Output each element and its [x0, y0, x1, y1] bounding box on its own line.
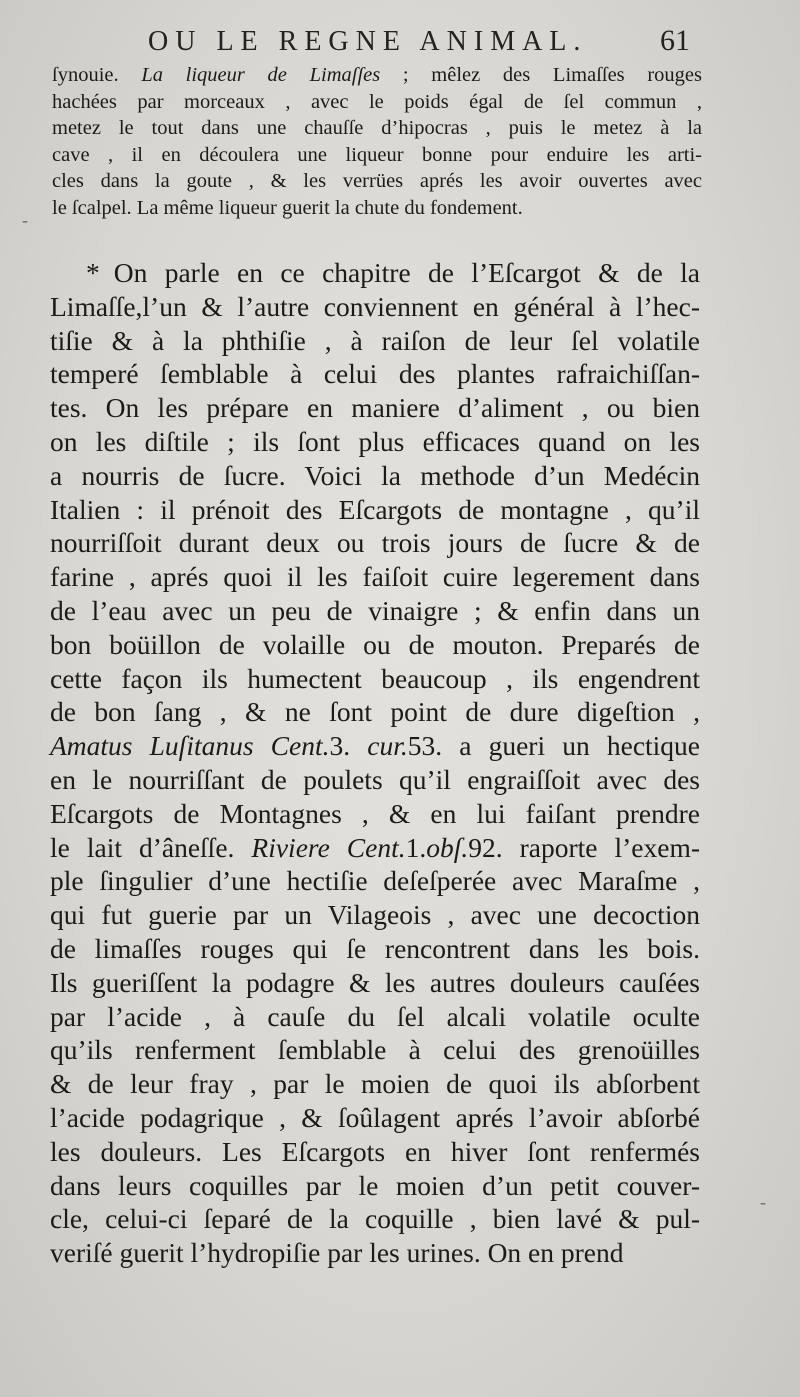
text-line: [50, 493, 700, 527]
text-line: [50, 831, 700, 865]
text-line: [52, 142, 702, 169]
text-run: de l’eau avec un peu de vinaigre ; & enfin dans un: [50, 594, 700, 626]
text-line: [50, 662, 700, 696]
text-line: [52, 62, 702, 89]
text-line: [50, 898, 700, 932]
text-line: [50, 425, 700, 459]
text-run: farine , aprés quoi il les faiſoit cuire legerement dans: [50, 561, 700, 593]
text-line: [52, 115, 702, 142]
text-line: [50, 966, 700, 1000]
italic-reference: La liqueur de Limaſſes: [141, 64, 381, 86]
margin-mark: -: [760, 1192, 766, 1212]
text-line: [50, 459, 700, 493]
text-run: le lait d’âneſſe.: [50, 831, 252, 863]
text-run: nourriſſoit durant deux ou trois jours de ſucre & de: [50, 527, 700, 559]
text-line: [50, 1101, 700, 1135]
text-run: qui fut guerie par un Vilageois , avec une decoction: [50, 899, 700, 931]
italic-reference: Amatus Luſitanus Cent.: [50, 730, 330, 762]
text-run: cle, celui-ci ſeparé de la coquille , bien lavé & pul-: [50, 1203, 700, 1235]
italic-reference: cur.: [367, 730, 408, 762]
text-run: ſynouie.: [52, 64, 142, 86]
text-run: 3.: [329, 730, 368, 762]
text-run: temperé ſemblable à celui des plantes rafraichiſſan-: [50, 358, 700, 390]
text-run: ; mêlez des Limaſſes rouges: [380, 64, 702, 86]
text-run: cette façon ils humectent beaucoup , ils engendrent: [50, 662, 700, 694]
top-paragraph: [52, 62, 702, 221]
page-header: [0, 22, 800, 62]
text-run: 92. raporte l’exem-: [468, 831, 700, 863]
asterisk-marker: *: [86, 257, 100, 288]
text-run: tes. On les prépare en maniere d’aliment , ou bien: [50, 392, 700, 424]
text-line: [50, 1236, 700, 1270]
text-line: [50, 324, 700, 358]
text-run: par l’acide , à cauſe du ſel alcali volatile oculte: [50, 1000, 700, 1032]
text-line: [50, 526, 700, 560]
text-run: on les diſtile ; ils ſont plus efficaces quand on les: [50, 425, 700, 457]
text-line: [50, 1135, 700, 1169]
text-run: hachées par morceaux , avec le poids égal de ſel commun ,: [52, 90, 702, 113]
text-run: tiſie & à la phthiſie , à raiſon de leur ſel volatile: [50, 324, 700, 356]
text-run: 1.: [405, 831, 427, 863]
text-run: cles dans la goute , & les verrües aprés les avoir ouvertes avec: [52, 170, 702, 192]
text-run: Italien : il prénoit des Eſcargots de montagne , qu’il: [50, 493, 700, 525]
margin-mark: -: [22, 210, 28, 230]
text-run: metez le tout dans une chauſſe d’hipocras , puis le metez à la: [52, 117, 702, 139]
text-line: [50, 391, 700, 425]
text-line: [50, 864, 700, 898]
text-line: [52, 89, 702, 116]
text-line: [50, 1033, 700, 1067]
text-line: [50, 729, 700, 763]
text-run: cave , il en découlera une liqueur bonne pour enduire les arti-: [52, 143, 702, 166]
main-paragraph: [50, 256, 700, 1270]
text-run: les douleurs. Les Eſcargots en hiver ſont renfermés: [50, 1135, 700, 1167]
text-line: [50, 695, 700, 729]
text-line: [50, 1000, 700, 1034]
text-line: [50, 797, 700, 831]
text-line: [50, 594, 700, 628]
page-number: 61: [660, 24, 690, 57]
text-line: [52, 195, 702, 222]
text-run: Ils gueriſſent la podagre & les autres douleurs cauſées: [50, 966, 700, 998]
text-run: Limaſſe,l’un & l’autre conviennent en général à l’hec-: [50, 290, 700, 322]
text-run: l’acide podagrique , & ſoûlagent aprés l’avoir abſorbé: [50, 1101, 700, 1133]
text-run: en le nourriſſant de poulets qu’il engraiſſoit avec des: [50, 763, 700, 795]
text-run: & de leur fray , par le moien de quoi ils abſorbent: [50, 1068, 700, 1100]
running-title: OU LE REGNE ANIMAL.: [148, 26, 588, 57]
text-run: de limaſſes rouges qui ſe rencontrent dans les bois.: [50, 932, 700, 964]
text-run: veriſé guerit l’hydropiſie par les urines. On en prend: [50, 1237, 624, 1269]
text-line: [50, 256, 700, 290]
text-run: de bon ſang , & ne ſont point de dure digeſtion ,: [50, 696, 700, 728]
text-line: [50, 560, 700, 594]
text-run: bon boüillon de volaille ou de mouton. Preparés de: [50, 628, 700, 660]
text-line: [50, 628, 700, 662]
text-run: dans leurs coquilles par le moien d’un petit couver-: [50, 1169, 700, 1201]
text-run: qu’ils renferment ſemblable à celui des grenoüilles: [50, 1034, 700, 1066]
text-run: Eſcargots de Montagnes , & en lui faiſant prendre: [50, 797, 700, 829]
italic-reference: obſ.: [426, 831, 469, 863]
text-line: [50, 763, 700, 797]
text-line: [52, 168, 702, 195]
text-run: ple ſingulier d’une hectiſie deſeſperée avec Maraſme ,: [50, 865, 700, 897]
text-line: [50, 1067, 700, 1101]
text-line: [50, 357, 700, 391]
text-run: On parle en ce chapitre de l’Eſcargot & de la: [113, 257, 700, 288]
text-run: a nourris de ſucre. Voici la methode d’un Medécin: [50, 459, 700, 491]
text-run: 53. a gueri un hectique: [407, 730, 701, 762]
text-line: [50, 1169, 700, 1203]
text-run: le ſcalpel. La même liqueur guerit la chute du fondement.: [52, 196, 523, 219]
text-line: [50, 1202, 700, 1236]
text-line: [50, 932, 700, 966]
italic-reference: Riviere Cent.: [251, 831, 406, 863]
text-line: [50, 290, 700, 324]
